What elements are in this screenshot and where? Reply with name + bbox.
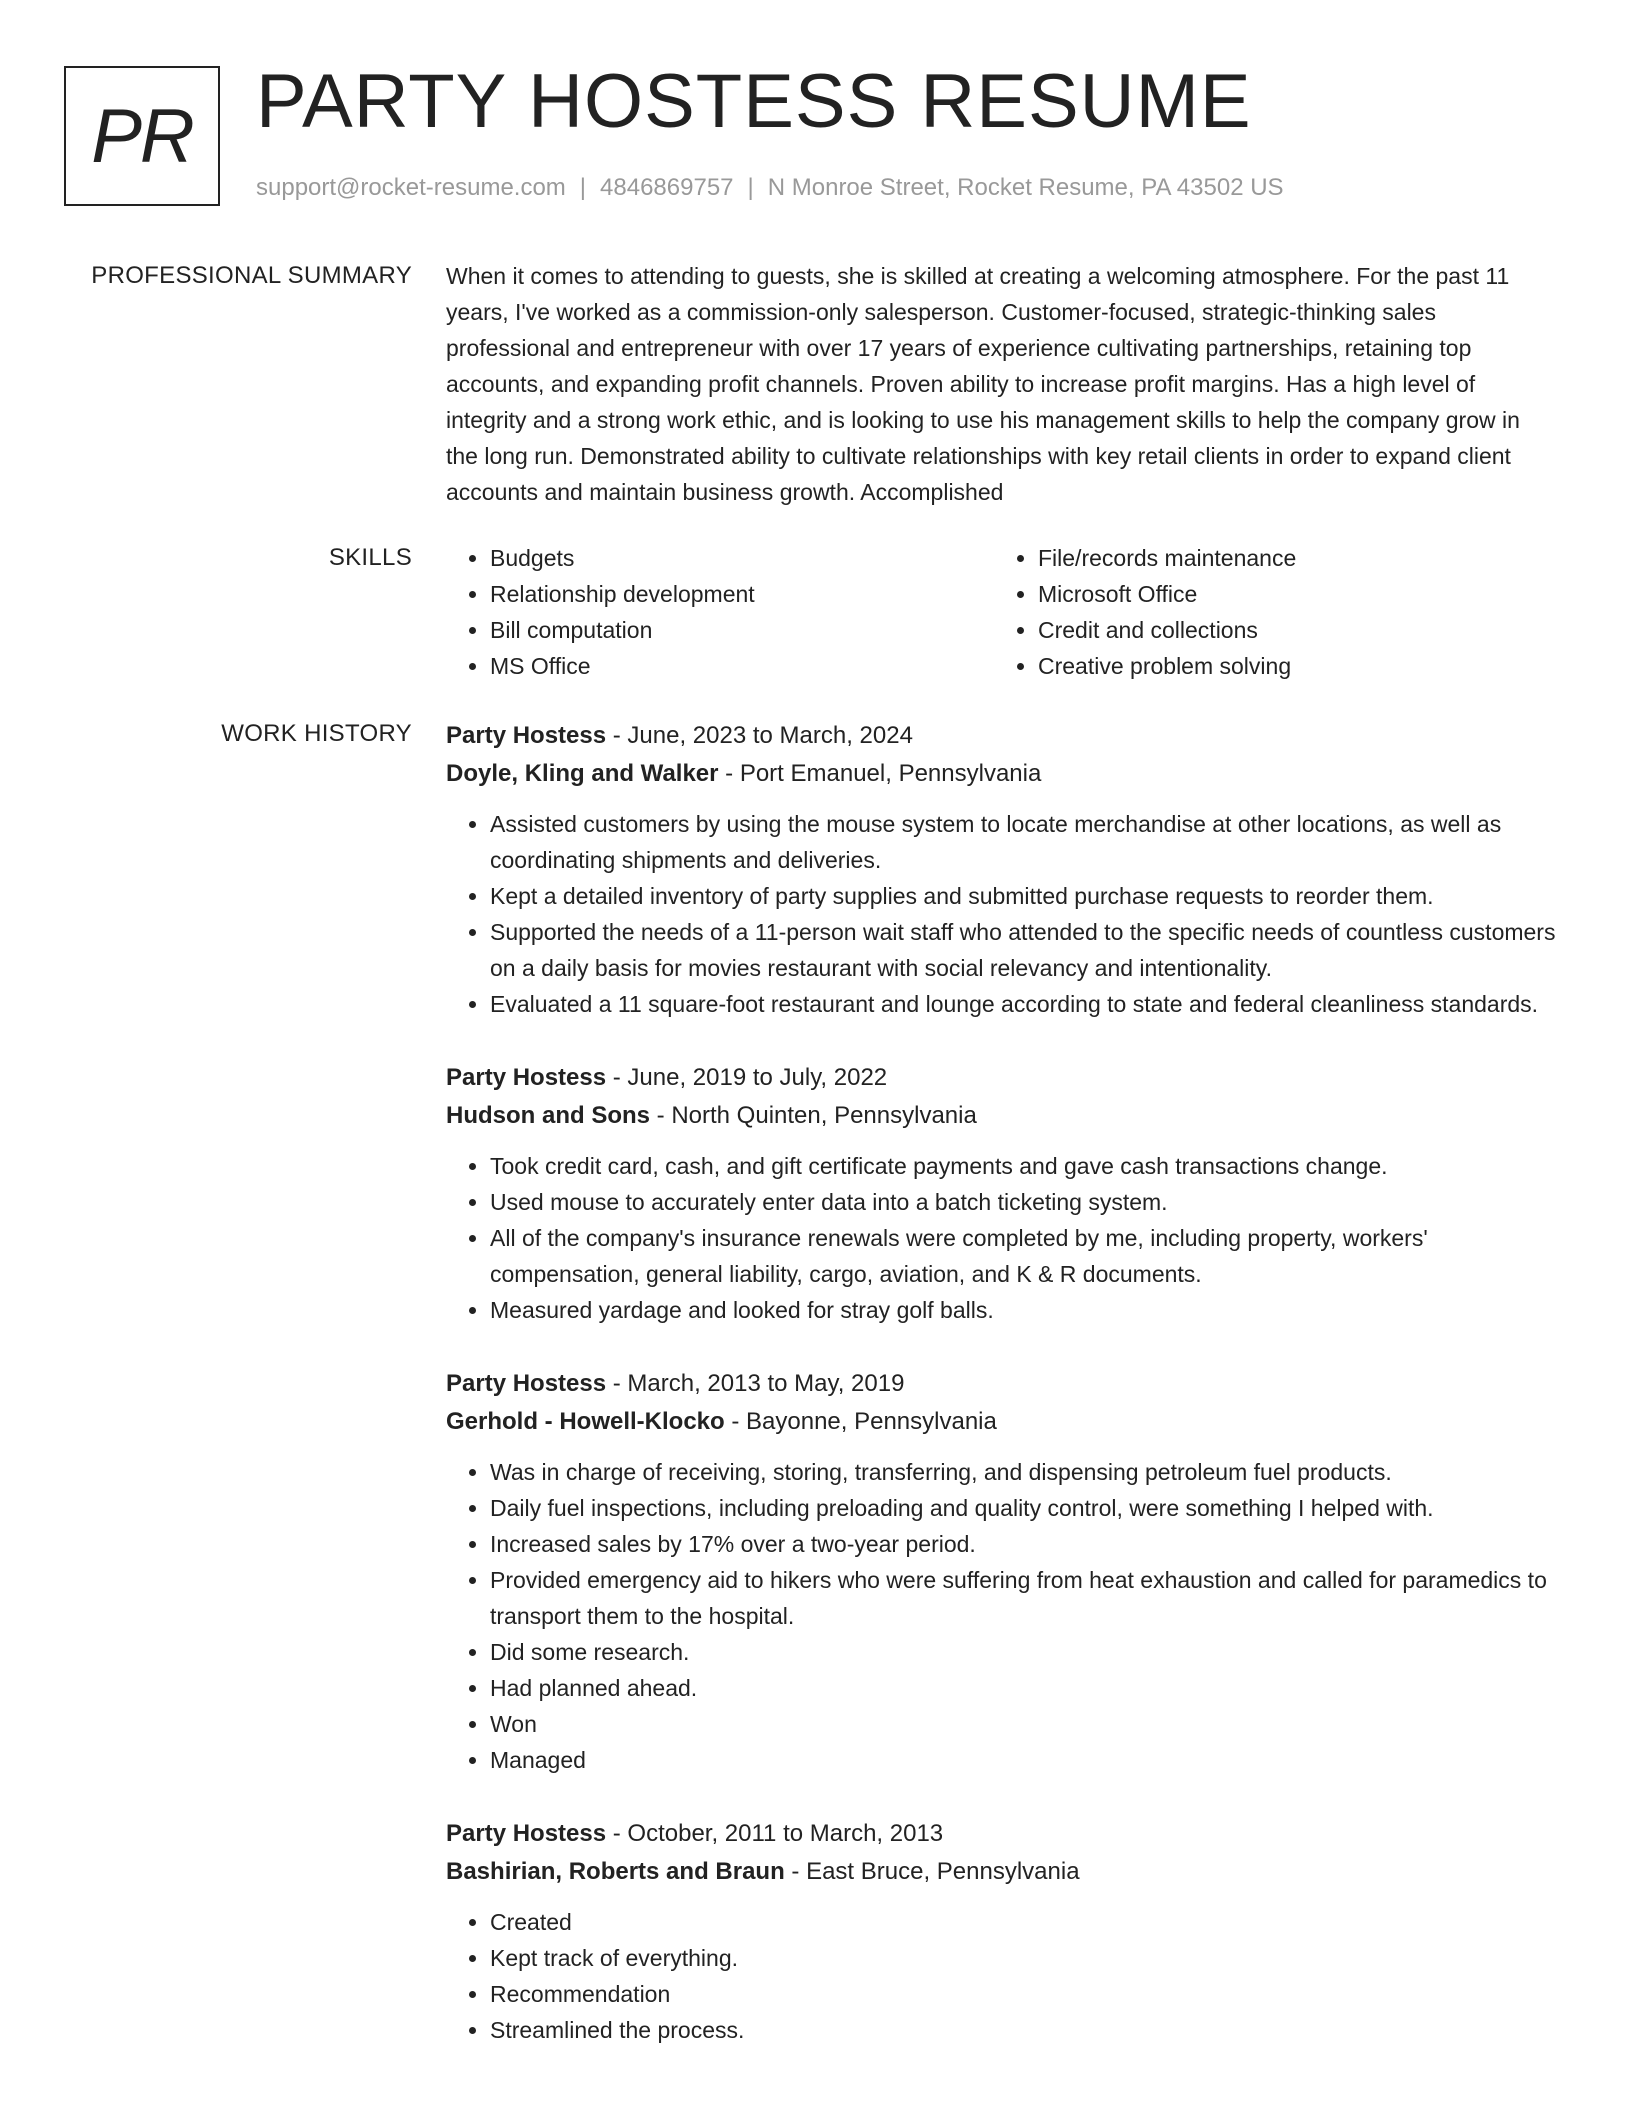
job-dates: June, 2023 to March, 2024 xyxy=(627,722,913,749)
job-bullet: • Had planned ahead. xyxy=(490,1670,1556,1706)
job-bullet: • Managed xyxy=(490,1742,1556,1778)
contact-line xyxy=(256,174,1284,202)
section-label-summary: PROFESSIONAL SUMMARY xyxy=(91,262,412,289)
resume-title: PARTY HOSTESS RESUME xyxy=(256,59,1252,144)
job-bullet: • Measured yardage and looked for stray golf balls. xyxy=(490,1292,1556,1328)
job-dates: October, 2011 to March, 2013 xyxy=(627,1820,944,1847)
skill-item: • Microsoft Office xyxy=(1038,576,1542,612)
summary-body xyxy=(446,258,1556,510)
job-dash: - xyxy=(606,1370,628,1397)
job-company: Doyle, Kling and Walker xyxy=(446,760,719,787)
job-dates: June, 2019 to July, 2022 xyxy=(627,1064,888,1091)
job-bullet: • Kept a detailed inventory of party supplies and submitted purchase requests to reorder them. xyxy=(490,878,1556,914)
job-bullet: • All of the company's insurance renewals were completed by me, including property, workers' compensation, general liability, cargo, aviation, and K & R documents. xyxy=(490,1220,1556,1292)
job-company-line xyxy=(446,1852,1556,1892)
job-title-line xyxy=(446,718,1556,754)
job-bullet: • Provided emergency aid to hikers who were suffering from heat exhaustion and called for paramedics to transport them to the hospital. xyxy=(490,1562,1556,1634)
job-title: Party Hostess xyxy=(446,1064,607,1091)
job-bullets xyxy=(446,1904,1556,2048)
skill-item: • Creative problem solving xyxy=(1038,648,1542,684)
job-bullet: • Increased sales by 17% over a two-year period. xyxy=(490,1526,1556,1562)
job-company: Gerhold - Howell-Klocko xyxy=(446,1408,725,1435)
contact-separator: | xyxy=(579,174,587,201)
job-dash: - xyxy=(724,1408,747,1435)
skill-item: • File/records maintenance xyxy=(1038,540,1542,576)
job-bullet: • Used mouse to accurately enter data into a batch ticketing system. xyxy=(490,1184,1556,1220)
skill-item: • Bill computation xyxy=(490,612,994,648)
job-bullet: • Took credit card, cash, and gift certificate payments and gave cash transactions change. xyxy=(490,1148,1556,1184)
skills-grid xyxy=(446,540,1556,684)
job-dash: - xyxy=(606,1064,628,1091)
job-company-line xyxy=(446,1096,1556,1136)
job-location: Bayonne, Pennsylvania xyxy=(746,1408,997,1435)
job-bullets xyxy=(446,1148,1556,1328)
job-location: Port Emanuel, Pennsylvania xyxy=(739,760,1042,787)
job-title: Party Hostess xyxy=(446,722,607,749)
job-bullet: • Created xyxy=(490,1904,1556,1940)
job-location: North Quinten, Pennsylvania xyxy=(671,1102,977,1129)
job-company-line xyxy=(446,1402,1556,1442)
job-title: Party Hostess xyxy=(446,1370,607,1397)
job-title: Party Hostess xyxy=(446,1820,607,1847)
job-bullet: • Was in charge of receiving, storing, transferring, and dispensing petroleum fuel products. xyxy=(490,1454,1556,1490)
skills-list-left xyxy=(446,540,994,684)
job-bullet: • Recommendation xyxy=(490,1976,1556,2012)
job-company: Bashirian, Roberts and Braun xyxy=(446,1858,785,1885)
job-bullet: • Kept track of everything. xyxy=(490,1940,1556,1976)
job-entry xyxy=(446,718,1556,1022)
job-location: East Bruce, Pennsylvania xyxy=(806,1858,1080,1885)
job-title-line xyxy=(446,1060,1556,1096)
skill-item: • Budgets xyxy=(490,540,994,576)
skill-item: • Credit and collections xyxy=(1038,612,1542,648)
job-entry xyxy=(446,1366,1556,1778)
job-dash: - xyxy=(650,1102,672,1129)
job-dash: - xyxy=(718,760,740,787)
job-company-line xyxy=(446,754,1556,794)
job-bullet: • Evaluated a 11 square-foot restaurant and lounge according to state and federal cleanliness standards. xyxy=(490,986,1556,1022)
section-label-skills: SKILLS xyxy=(328,544,412,571)
job-company: Hudson and Sons xyxy=(446,1102,650,1129)
job-entry xyxy=(446,1816,1556,2048)
job-entry xyxy=(446,1060,1556,1328)
contact-email[interactable]: support@rocket-resume.com xyxy=(256,174,566,201)
job-bullet: • Supported the needs of a 11-person wait staff who attended to the specific needs of countless customers on a daily basis for movies restaurant with social relevancy and intentionality. xyxy=(490,914,1556,986)
job-bullet: • Streamlined the process. xyxy=(490,2012,1556,2048)
job-dash: - xyxy=(784,1858,807,1885)
section-label-work-history: WORK HISTORY xyxy=(221,720,412,747)
job-dates: March, 2013 to May, 2019 xyxy=(627,1370,905,1397)
contact-address: N Monroe Street, Rocket Resume, PA 43502 US xyxy=(767,174,1284,201)
job-bullet: • Won xyxy=(490,1706,1556,1742)
job-bullet: • Daily fuel inspections, including preloading and quality control, were something I helped with. xyxy=(490,1490,1556,1526)
contact-phone[interactable]: 4846869757 xyxy=(600,174,734,201)
job-bullet: • Assisted customers by using the mouse system to locate merchandise at other locations, as well as coordinating shipments and deliveries. xyxy=(490,806,1556,878)
job-bullets xyxy=(446,806,1556,1022)
skill-item: • MS Office xyxy=(490,648,994,684)
monogram-logo: PR xyxy=(64,66,220,206)
summary-text: When it comes to attending to guests, she is skilled at creating a welcoming atmosphere. For the past 11 years, I've worked as a commission-only salesperson. Customer-focused, strategic-thinking sales professional and entrepreneur with over 17 years of experience cultivating partnerships, retaining top accounts, and expanding profit channels. Proven ability to increase profit margins. Has a high level of integrity and a strong work ethic, and is looking to use his management skills to help the company grow in the long run. Demonstrated ability to cultivate relationships with key retail clients in order to expand client accounts and maintain business growth. Accomplished xyxy=(446,263,1520,505)
contact-separator: | xyxy=(747,174,754,201)
job-dash: - xyxy=(606,1820,628,1847)
job-title-line xyxy=(446,1366,1556,1402)
job-bullets xyxy=(446,1454,1556,1778)
job-bullet: • Did some research. xyxy=(490,1634,1556,1670)
job-dash: - xyxy=(606,722,628,749)
skills-list-right xyxy=(994,540,1542,684)
job-title-line xyxy=(446,1816,1556,1852)
skill-item: • Relationship development xyxy=(490,576,994,612)
work-history-body xyxy=(446,718,1556,2086)
